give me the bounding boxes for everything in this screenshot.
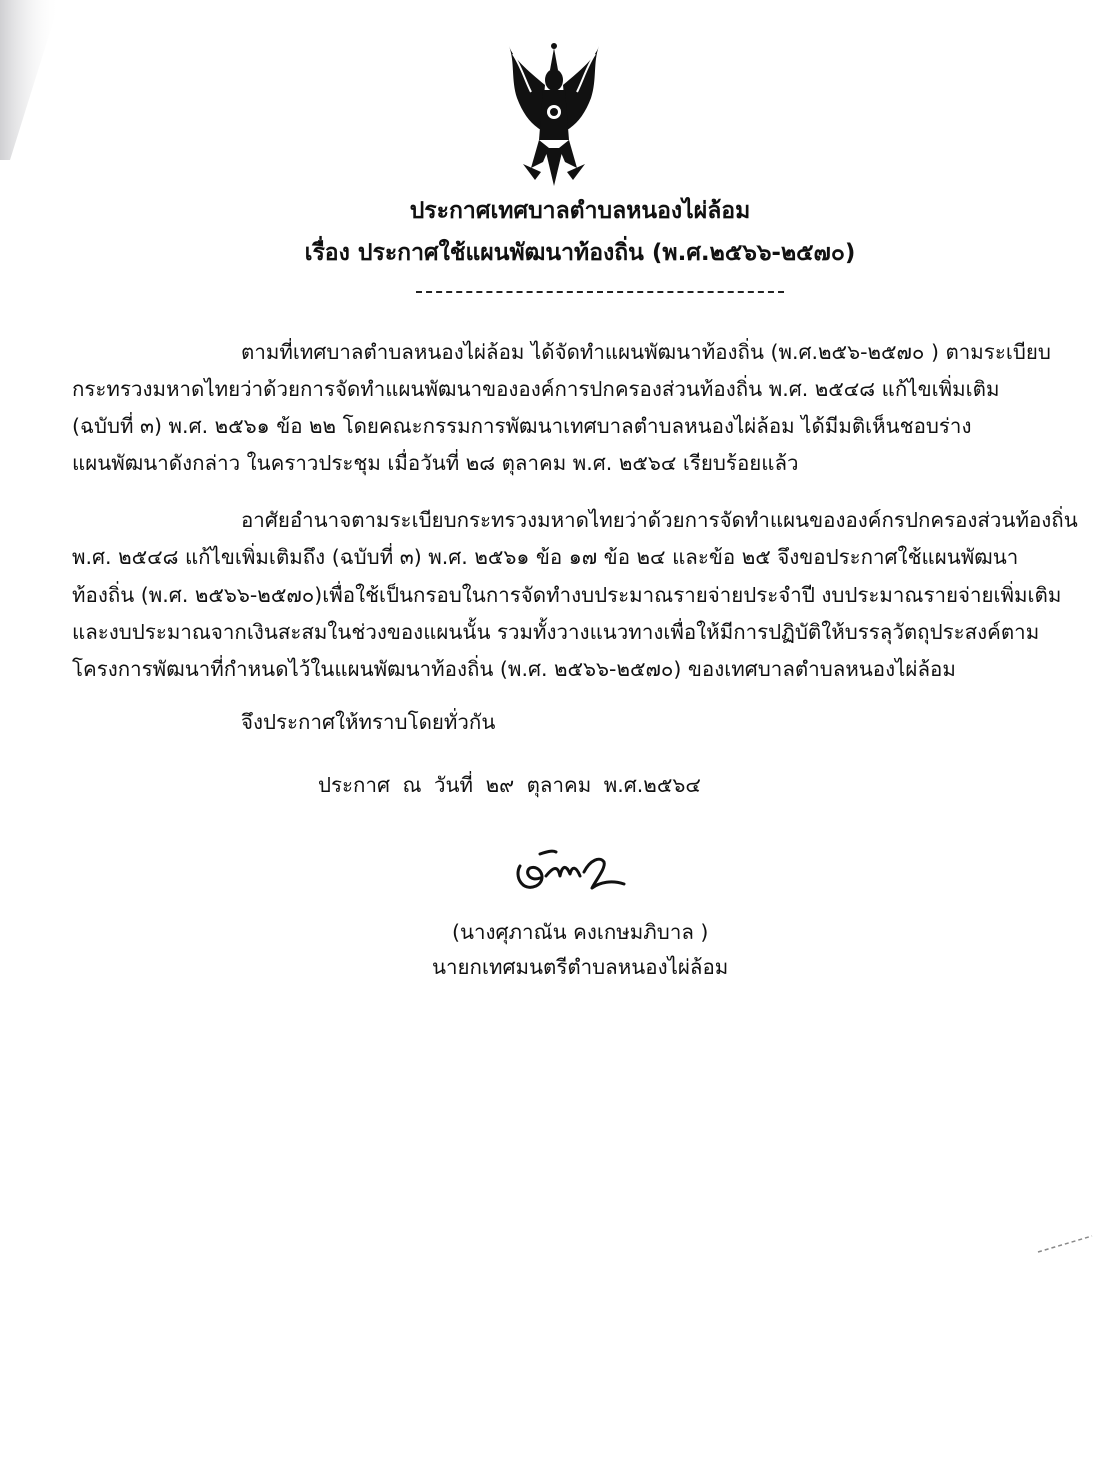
paper-mark [1036, 1232, 1096, 1256]
paragraph-2-line-5: โครงการพัฒนาที่กำหนดไว้ในแผนพัฒนาท้องถิ่น (พ.ศ. ๒๕๖๖-๒๕๗๐) ของเทศบาลตำบลหนองไผ่ล้อม [72, 657, 956, 681]
paragraph-1-line-1: ตามที่เทศบาลตำบลหนองไผ่ล้อม ได้จัดทำแผนพัฒนาท้องถิ่น (พ.ศ.๒๕๖-๒๕๗๐ ) ตามระเบียบ [241, 340, 1051, 364]
paragraph-1-line-3: (ฉบับที่ ๓) พ.ศ. ๒๕๖๑ ข้อ ๒๒ โดยคณะกรรมการพัฒนาเทศบาลตำบลหนองไผ่ล้อม ได้มีมติเห็นชอบร่าง [72, 414, 972, 438]
announcement-date: ประกาศ ณ วันที่ ๒๙ ตุลาคม พ.ศ.๒๕๖๔ [318, 773, 701, 797]
page-shadow-corner [0, 0, 60, 160]
paragraph-1-line-4: แผนพัฒนาดังกล่าว ในคราวประชุม เมื่อวันที่ ๒๘ ตุลาคม พ.ศ. ๒๕๖๔ เรียบร้อยแล้ว [72, 451, 799, 475]
paragraph-2-line-4: และงบประมาณจากเงินสะสมในช่วงของแผนนั้น รวมทั้งวางแนวทางเพื่อให้มีการปฏิบัติให้บรรลุวัตถุประสงค์ตาม [72, 620, 1040, 644]
signer-name: (นางศุภาณัน คงเกษมภิบาล ) [452, 920, 709, 944]
title-divider [416, 291, 784, 293]
announcement-subject: เรื่อง ประกาศใช้แผนพัฒนาท้องถิ่น (พ.ศ.๒๕๖๖-๒๕๗๐) [304, 240, 856, 266]
signer-position: นายกเทศมนตรีตำบลหนองไผ่ล้อม [432, 955, 729, 979]
closing-statement: จึงประกาศให้ทราบโดยทั่วกัน [241, 710, 496, 734]
paragraph-2-line-3: ท้องถิ่น (พ.ศ. ๒๕๖๖-๒๕๗๐)เพื่อใช้เป็นกรอบในการจัดทำงบประมาณรายจ่ายประจำปี งบประมาณรายจ่ายเพิ่มเติม [72, 583, 1062, 607]
signature-icon [500, 836, 630, 906]
garuda-emblem-icon [505, 40, 603, 188]
announcement-title: ประกาศเทศบาลตำบลหนองไผ่ล้อม [409, 198, 751, 224]
paragraph-2-line-2: พ.ศ. ๒๕๔๘ แก้ไขเพิ่มเติมถึง (ฉบับที่ ๓) พ.ศ. ๒๕๖๑ ข้อ ๑๗ ข้อ ๒๔ และข้อ ๒๕ จึงขอประกาศใช้แผนพัฒนา [72, 545, 1019, 569]
paragraph-1-line-2: กระทรวงมหาดไทยว่าด้วยการจัดทำแผนพัฒนาขององค์การปกครองส่วนท้องถิ่น พ.ศ. ๒๕๔๘ แก้ไขเพิ่มเติม [72, 377, 1000, 401]
paragraph-2-line-1: อาศัยอำนาจตามระเบียบกระทรวงมหาดไทยว่าด้วยการจัดทำแผนขององค์กรปกครองส่วนท้องถิ่น [241, 508, 1078, 532]
